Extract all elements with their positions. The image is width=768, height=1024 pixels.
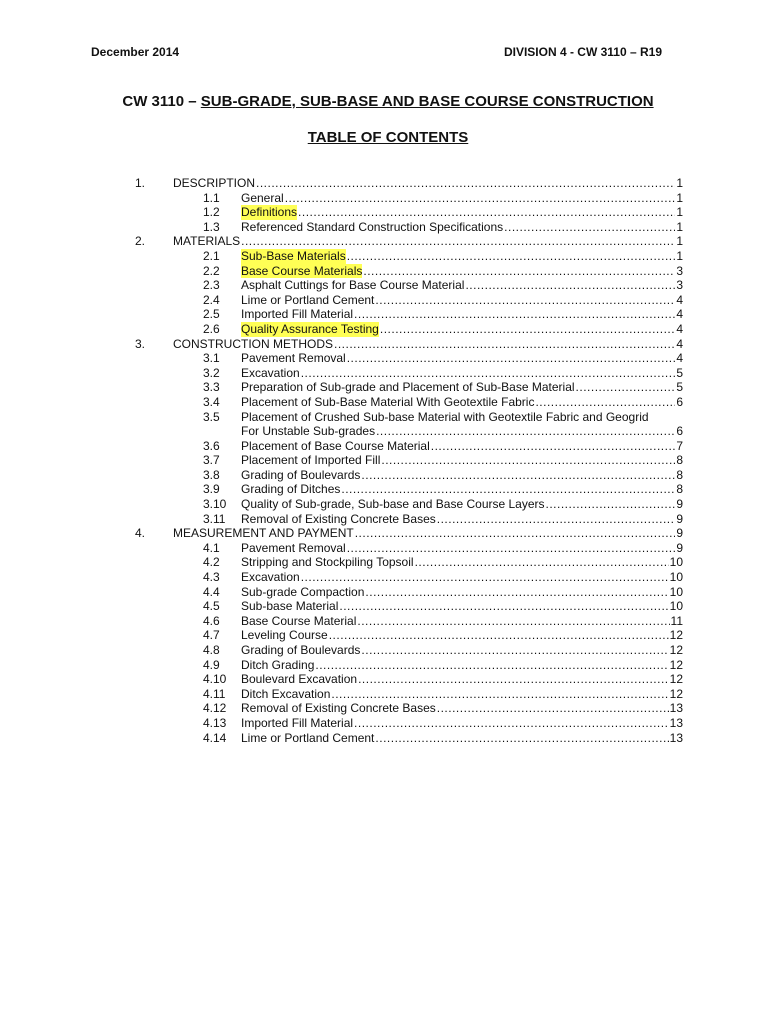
dot-leader [381,453,675,468]
table-of-contents [0,176,768,745]
dot-leader [358,672,669,687]
toc-entry-title: Grading of Ditches [241,482,341,497]
toc-entry[interactable] [0,453,768,468]
dot-leader [301,366,676,381]
toc-entry-page: 12 [669,643,683,657]
toc-entry-page: 13 [669,715,683,730]
toc-entry[interactable] [0,658,768,673]
toc-entry[interactable] [0,176,768,191]
toc-entry-title: Quality of Sub-grade, Sub-base and Base Course Layers [241,497,545,512]
toc-entry-line [173,176,683,191]
dot-leader [546,497,676,512]
toc-entry-line [241,731,683,746]
toc-entry-number: 1.3 [203,219,220,234]
dot-leader [354,307,675,322]
toc-entry-number: 2.6 [203,321,220,336]
toc-entry-number: 1.2 [203,205,220,220]
toc-entry-page: 12 [669,657,683,672]
toc-entry[interactable] [0,599,768,614]
toc-entry-number: 3.9 [203,482,220,497]
dot-leader [535,395,675,410]
dot-leader [361,643,668,658]
toc-entry[interactable] [0,439,768,454]
dot-leader [437,701,669,716]
toc-entry[interactable] [0,585,768,600]
toc-entry-title: Sub-grade Compaction [241,584,365,599]
toc-entry-line [241,701,683,716]
toc-entry[interactable] [0,731,768,746]
toc-entry-number: 3.8 [203,467,220,482]
toc-entry-title: Ditch Excavation [241,686,331,701]
toc-entry-line [241,205,683,220]
toc-entry-page: 5 [676,380,683,395]
toc-entry-number: 2.1 [203,248,220,263]
toc-entry-line [241,220,683,235]
toc-entry-line [241,293,683,308]
dot-leader [415,555,669,570]
toc-entry-page: 4 [676,321,683,336]
toc-entry-number: 4.3 [203,570,220,585]
toc-entry-title: Imported Fill Material [241,715,354,730]
toc-entry-page: 8 [676,453,683,468]
toc-entry[interactable] [0,278,768,293]
toc-entry[interactable] [0,570,768,585]
toc-entry-title: Excavation [241,570,300,585]
dot-leader [375,731,668,746]
toc-entry-line [241,366,683,381]
toc-entry-line [241,439,683,454]
toc-entry-page: 9 [676,511,683,526]
toc-entry-number: 4.7 [203,628,220,643]
dot-leader [354,716,669,731]
toc-entry-title: Removal of Existing Concrete Bases [241,701,436,716]
toc-entry-title: Placement of Imported Fill [241,453,381,468]
dot-leader [329,628,669,643]
toc-entry-page: 8 [676,482,683,497]
toc-entry[interactable] [0,628,768,643]
toc-entry-number: 3. [135,336,146,351]
toc-entry-number: 2. [135,234,146,249]
toc-entry-number: 3.7 [203,453,220,468]
toc-entry-page: 4 [676,351,683,366]
toc-entry-number: 4.12 [203,701,227,716]
title-prefix: CW 3110 – [122,93,201,110]
toc-entry-number: 4.1 [203,540,220,555]
toc-entry-line [241,410,683,425]
toc-entry-line [241,716,683,731]
toc-entry-number: 4.8 [203,643,220,657]
toc-entry-page: 1 [676,248,683,263]
toc-entry-number: 2.2 [203,263,220,278]
toc-entry[interactable] [0,555,768,570]
dot-leader [315,658,668,673]
toc-entry[interactable] [0,234,768,249]
toc-entry-title: Grading of Boulevards [241,643,361,657]
toc-entry-number: 4.6 [203,613,220,628]
toc-entry-number: 4.10 [203,672,227,687]
toc-entry-title-cont: For Unstable Sub-grades [241,424,376,439]
toc-entry-page: 3 [676,278,683,293]
toc-entry[interactable] [0,293,768,308]
toc-entry-line [241,687,683,702]
toc-entry-page: 8 [676,467,683,482]
toc-entry[interactable] [0,410,768,425]
toc-entry[interactable] [0,264,768,279]
toc-entry[interactable] [0,672,768,687]
dot-leader [331,687,668,702]
toc-entry-title: Quality Assurance Testing [241,321,379,336]
toc-entry[interactable] [0,512,768,527]
toc-entry-title: Ditch Grading [241,657,315,672]
toc-entry-line [241,585,683,600]
toc-entry-number: 3.5 [203,409,220,424]
dot-leader [285,191,676,206]
dot-leader [437,512,676,527]
toc-entry[interactable] [0,322,768,337]
toc-entry-number: 4.13 [203,715,227,730]
toc-entry[interactable] [0,482,768,497]
toc-entry-title: DESCRIPTION [173,176,256,190]
toc-entry-number: 3.3 [203,380,220,395]
toc-entry-line [241,555,683,570]
dot-leader [347,541,676,556]
toc-entry[interactable] [0,497,768,512]
toc-entry[interactable] [0,643,768,658]
toc-entry[interactable] [0,716,768,731]
toc-entry-line [241,278,683,293]
toc-entry[interactable] [0,307,768,322]
toc-entry-page: 7 [676,438,683,453]
dot-leader [431,439,676,454]
toc-entry-line [241,351,683,366]
dot-leader [347,249,676,264]
toc-entry-page: 4 [676,307,683,322]
toc-entry-page: 9 [676,526,683,541]
toc-entry-line [241,672,683,687]
toc-entry-title: Referenced Standard Construction Specifications [241,219,504,234]
toc-entry-number: 3.1 [203,351,220,366]
toc-entry-title: Pavement Removal [241,351,346,366]
dot-leader [334,337,675,352]
toc-heading: TABLE OF CONTENTS [307,129,469,146]
dot-leader [256,176,675,191]
toc-entry-title: Sub-base Material [241,599,339,614]
document-title [0,93,768,110]
toc-entry-line [241,482,683,497]
toc-entry-number: 1. [135,176,146,190]
toc-entry-line [173,526,683,541]
toc-entry-number: 3.11 [203,511,226,526]
dot-leader [465,278,675,293]
dot-leader [341,482,675,497]
toc-entry-title: Base Course Material [241,613,357,628]
dot-leader [301,570,669,585]
toc-entry-title: Imported Fill Material [241,307,354,322]
toc-entry-line [241,395,683,410]
toc-entry-line [241,453,683,468]
toc-entry[interactable] [0,701,768,716]
toc-entry-page: 1 [676,190,683,205]
dot-leader [339,599,668,614]
toc-entry-title: Placement of Base Course Material [241,438,430,453]
toc-entry-title: MEASUREMENT AND PAYMENT [173,526,354,541]
toc-entry-page: 1 [676,219,683,234]
toc-entry[interactable] [0,220,768,235]
toc-entry-page: 9 [676,540,683,555]
toc-entry-line [241,628,683,643]
toc-entry-line [241,658,683,673]
toc-entry-line [241,599,683,614]
toc-entry-title: Grading of Boulevards [241,467,361,482]
toc-entry-title: General [241,190,284,205]
dot-leader [504,220,675,235]
toc-entry-continuation[interactable] [0,424,768,439]
toc-entry-title: Placement of Crushed Sub-base Material with Geotextile Fabric and Geogrid [241,409,649,424]
toc-entry[interactable] [0,380,768,395]
toc-entry[interactable] [0,337,768,352]
toc-entry[interactable] [0,614,768,629]
toc-entry-number: 4.2 [203,555,220,570]
dot-leader [361,468,675,483]
toc-entry-page: 12 [669,686,683,701]
toc-entry-number: 1.1 [203,190,220,205]
toc-entry-page: 10 [669,599,683,614]
toc-entry-page: 4 [676,292,683,307]
toc-entry-line [241,570,683,585]
toc-entry[interactable] [0,205,768,220]
toc-entry-title: Sub-Base Materials [241,248,346,263]
toc-entry-page: 9 [676,497,683,512]
toc-entry-number: 3.10 [203,497,227,512]
toc-entry-number: 4.14 [203,730,227,745]
dot-leader [357,614,669,629]
dot-leader [298,205,675,220]
toc-entry-page: 6 [676,394,683,409]
toc-entry[interactable] [0,526,768,541]
toc-entry-page: 6 [676,424,683,439]
toc-entry-number: 3.2 [203,365,220,380]
toc-entry-line [173,337,683,352]
dot-leader [347,351,676,366]
toc-entry-number: 4.9 [203,657,220,672]
toc-entry[interactable] [0,395,768,410]
toc-entry[interactable] [0,351,768,366]
toc-entry-page: 10 [669,570,683,585]
toc-entry-title: Excavation [241,365,300,380]
toc-entry-number: 3.4 [203,394,220,409]
toc-entry-title: Removal of Existing Concrete Bases [241,511,436,526]
toc-entry[interactable] [0,541,768,556]
toc-entry-number: 4.5 [203,599,220,614]
dot-leader [355,526,676,541]
toc-entry-line [241,468,683,483]
toc-entry-number: 3.6 [203,438,220,453]
toc-entry-title: Placement of Sub-Base Material With Geotextile Fabric [241,394,535,409]
toc-entry[interactable] [0,468,768,483]
toc-entry-number: 2.4 [203,292,220,307]
toc-entry-number: 2.5 [203,307,220,322]
toc-entry-page: 12 [669,672,683,687]
toc-entry-line [173,234,683,249]
toc-entry-number: 2.3 [203,278,220,293]
toc-entry-line [241,191,683,206]
toc-entry-page: 1 [676,205,683,220]
toc-entry-line [241,614,683,629]
toc-entry-line [241,380,683,395]
toc-entry-title: Lime or Portland Cement [241,292,375,307]
toc-entry-page: 11 [670,613,683,628]
dot-leader [380,322,675,337]
toc-entry-line [241,512,683,527]
toc-entry-title: MATERIALS [173,234,241,249]
toc-entry-title: Stripping and Stockpiling Topsoil [241,555,414,570]
toc-entry-page: 12 [669,628,683,643]
header-date: December 2014 [91,45,180,59]
toc-entry-page: 10 [669,555,683,570]
toc-entry-line [241,307,683,322]
dot-leader [376,424,675,439]
toc-entry-page: 5 [676,365,683,380]
title-main: SUB-GRADE, SUB-BASE AND BASE COURSE CONSTRUCTION [200,93,654,110]
toc-entry-title: Boulevard Excavation [241,672,358,687]
toc-entry-line [241,643,683,658]
dot-leader [375,293,675,308]
toc-entry-page: 1 [676,176,683,190]
dot-leader [363,264,675,279]
toc-entry-number: 4. [135,526,146,541]
toc-entry-page: 4 [676,336,683,351]
toc-entry-number: 4.11 [203,686,226,701]
toc-entry-page: 10 [669,584,683,599]
toc-entry-page: 13 [669,701,683,716]
toc-entry-page: 13 [669,730,683,745]
toc-entry-line [241,249,683,264]
toc-entry-line [241,541,683,556]
toc-entry-title: Definitions [241,205,298,220]
toc-entry-line [241,497,683,512]
dot-leader [576,380,676,395]
toc-entry-title: Pavement Removal [241,540,346,555]
toc-entry-title: Asphalt Cuttings for Base Course Material [241,278,465,293]
toc-entry-page: 3 [676,263,683,278]
toc-entry-number: 4.4 [203,584,220,599]
dot-leader [241,234,675,249]
toc-entry-line [241,322,683,337]
toc-entry-title: Leveling Course [241,628,328,643]
toc-entry-line [241,264,683,279]
toc-entry[interactable] [0,249,768,264]
toc-entry[interactable] [0,191,768,206]
toc-entry-title: Lime or Portland Cement [241,730,375,745]
header-division: DIVISION 4 - CW 3110 – R19 [503,45,662,59]
toc-entry-title: Preparation of Sub-grade and Placement of Sub-Base Material [241,380,575,395]
toc-entry-line [241,424,683,439]
toc-entry[interactable] [0,366,768,381]
toc-entry-title: Base Course Materials [241,263,363,278]
toc-entry-page: 1 [676,234,683,249]
dot-leader [365,585,668,600]
toc-entry[interactable] [0,687,768,702]
toc-entry-title: CONSTRUCTION METHODS [173,336,333,351]
